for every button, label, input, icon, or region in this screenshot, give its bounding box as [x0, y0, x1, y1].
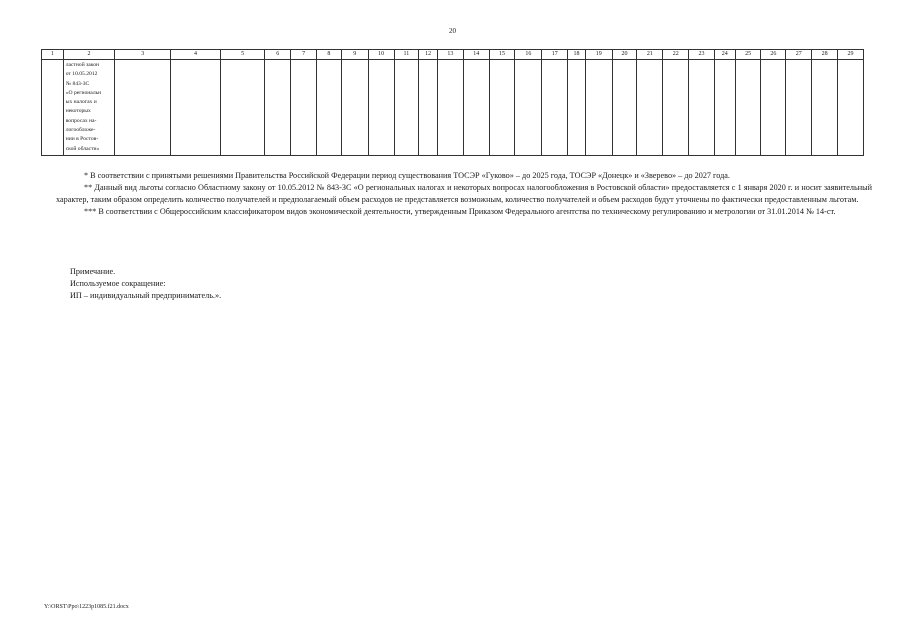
footnote: ** Данный вид льготы согласно Областному закону от 10.05.2012 № 843-ЗС «О региональных налогах и некоторых вопросах налогообложения в Ростовской области» предоставляется с 1 января 2020 г. и носит заявительный характер, таким образом определить количество получателей и предполагаемый объем расходов не представляется возможным, количество получателей и объем расходов будут уточнены по фактически предоставленным льготам.	[56, 183, 872, 204]
column-number: 8	[316, 50, 341, 60]
column-number: 4	[171, 50, 221, 60]
column-number: 3	[115, 50, 171, 60]
column-number: 14	[463, 50, 489, 60]
column-number: 9	[341, 50, 368, 60]
table-cell	[341, 60, 368, 156]
column-number: 28	[812, 50, 838, 60]
table-cell	[812, 60, 838, 156]
note-title: Примечание.	[70, 267, 116, 276]
note-abbreviation: ИП – индивидуальный предприниматель.».	[70, 291, 222, 300]
column-number: 27	[786, 50, 812, 60]
table-cell	[115, 60, 171, 156]
column-number: 23	[689, 50, 715, 60]
table-cell	[437, 60, 463, 156]
footnote: * В соответствии с принятыми решениями Правительства Российской Федерации период существования ТОСЭР «Гуково» – до 2025 года, ТОСЭР «Донецк» и «Зверево» – до 2027 года.	[84, 171, 730, 180]
table-cell	[663, 60, 689, 156]
table-cell	[714, 60, 735, 156]
table-cell	[542, 60, 568, 156]
column-number: 19	[585, 50, 612, 60]
table-cell	[220, 60, 264, 156]
table-cell	[689, 60, 715, 156]
table-cell	[837, 60, 863, 156]
column-number: 25	[735, 50, 761, 60]
column-number: 6	[265, 50, 291, 60]
column-number: 22	[663, 50, 689, 60]
column-number: 17	[542, 50, 568, 60]
table-cell	[515, 60, 542, 156]
law-reference-text: ластной закон от 10.05.2012 № 843-ЗС «О региональн ых налогах и некоторых вопросах на- логообложе- нии в Ростов- ской области»	[65, 62, 102, 152]
column-number: 16	[515, 50, 542, 60]
column-number: 5	[220, 50, 264, 60]
file-path: Y:\ORST\Ppo\1223p1085.f21.docx	[44, 604, 129, 610]
column-number: 2	[63, 50, 115, 60]
table-cell	[394, 60, 419, 156]
page-number: 20	[449, 27, 456, 35]
data-table	[41, 49, 864, 156]
column-number: 18	[568, 50, 586, 60]
column-number: 21	[637, 50, 663, 60]
table-cell	[265, 60, 291, 156]
table-cell	[316, 60, 341, 156]
note-subtitle: Используемое сокращение:	[70, 279, 166, 288]
table-header-row	[42, 50, 864, 60]
table-cell	[419, 60, 438, 156]
column-number: 15	[489, 50, 515, 60]
table-cell	[761, 60, 786, 156]
column-number: 10	[368, 50, 394, 60]
table-cell	[585, 60, 612, 156]
table-cell	[489, 60, 515, 156]
table-cell	[171, 60, 221, 156]
note-block	[70, 266, 221, 302]
table-row	[42, 60, 864, 156]
table-cell	[786, 60, 812, 156]
footnotes	[56, 170, 872, 218]
table-cell	[637, 60, 663, 156]
footnote: *** В соответствии с Общероссийским классификатором видов экономической деятельности, утвержденным Приказом Федерального агентства по техническому регулированию и метрологии от 31.01.2014 № 14-ст.	[84, 207, 836, 216]
column-number: 20	[612, 50, 637, 60]
column-number: 1	[42, 50, 64, 60]
table-cell	[568, 60, 586, 156]
table-cell	[368, 60, 394, 156]
table-cell	[463, 60, 489, 156]
table-cell	[63, 60, 115, 156]
column-number: 13	[437, 50, 463, 60]
column-number: 26	[761, 50, 786, 60]
column-number: 12	[419, 50, 438, 60]
table-cell	[42, 60, 64, 156]
column-number: 7	[291, 50, 317, 60]
table-cell	[612, 60, 637, 156]
table-cell	[291, 60, 317, 156]
column-number: 29	[837, 50, 863, 60]
table-cell	[735, 60, 761, 156]
column-number: 11	[394, 50, 419, 60]
column-number: 24	[714, 50, 735, 60]
